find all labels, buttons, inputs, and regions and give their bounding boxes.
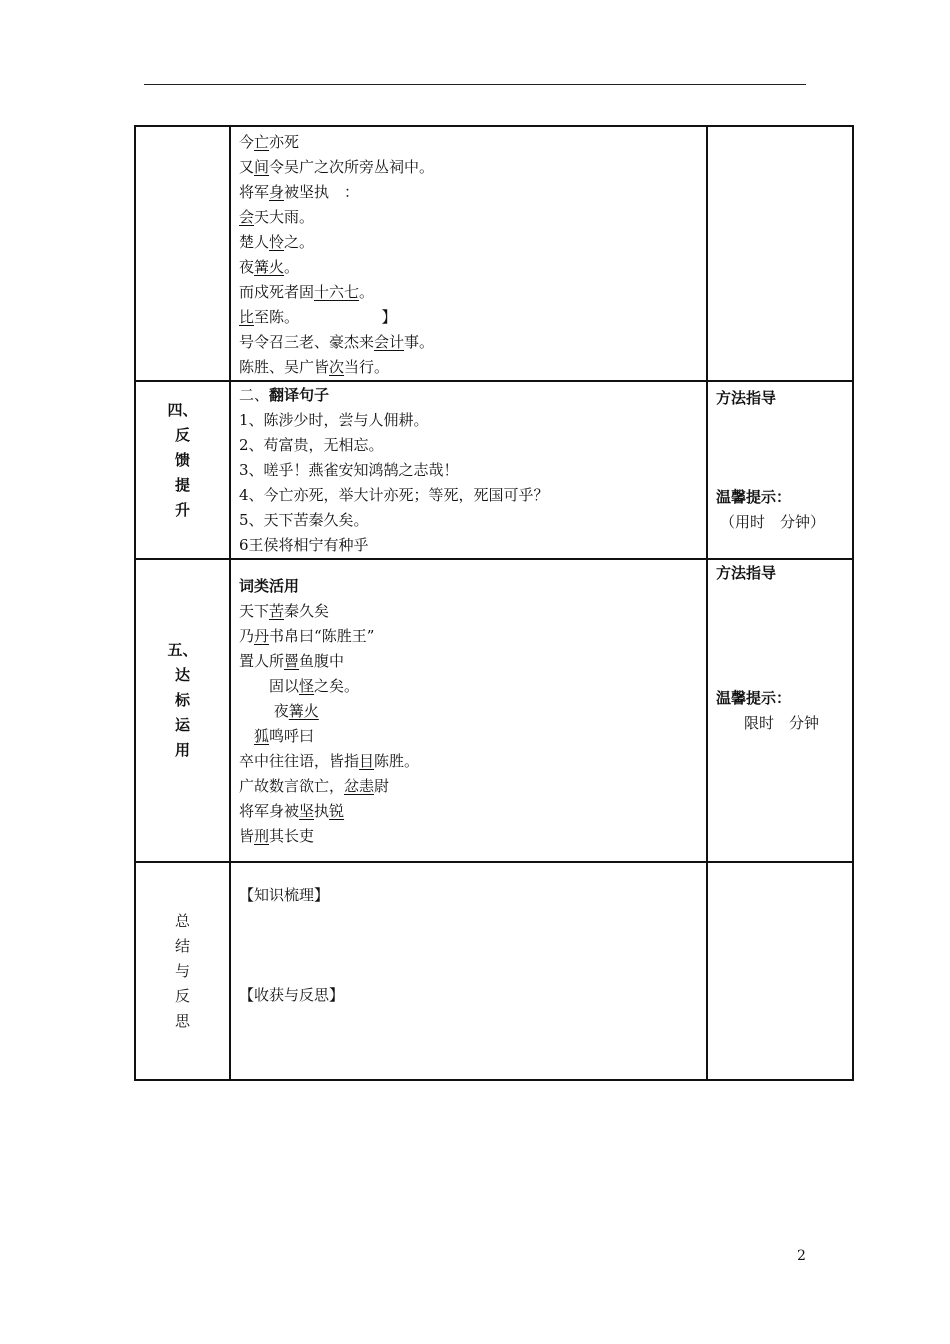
underlined-word: 苦 xyxy=(269,602,285,620)
side-char: 运 xyxy=(174,716,190,734)
text-line xyxy=(239,599,706,624)
text-segment: 鱼腹中 xyxy=(299,652,345,670)
text-segment: 6王侯将相宁有种乎 xyxy=(239,536,369,554)
text-line xyxy=(239,433,706,458)
knowledge-heading: 【知识梳理】 xyxy=(239,886,330,904)
text-segment: 1、陈涉少时，尝与人佣耕。 xyxy=(239,411,429,429)
underlined-word: 篝 xyxy=(254,258,270,276)
underlined-word: 忿恚 xyxy=(344,777,375,795)
text-segment: 书帛曰“陈胜王” xyxy=(269,627,375,645)
text-segment: 陈胜、吴广皆 xyxy=(239,358,330,376)
page-number: 2 xyxy=(797,1248,806,1264)
side-char: 四、 xyxy=(167,401,198,419)
row3-content-cell xyxy=(230,559,707,862)
text-line xyxy=(239,824,706,849)
text-segment: 2、苟富贵，无相忘。 xyxy=(239,436,384,454)
text-segment: 事。 xyxy=(404,333,435,351)
underlined-word: 目 xyxy=(359,752,375,770)
side-char: 提 xyxy=(174,476,190,494)
text-line xyxy=(239,699,706,724)
text-segment: 当行。 xyxy=(344,358,390,376)
text-segment: 秦久矣 xyxy=(284,602,330,620)
vocab-list xyxy=(231,127,706,380)
text-line xyxy=(239,330,706,355)
tip-label: 温馨提示： xyxy=(716,488,792,506)
row2-content-cell xyxy=(230,381,707,559)
tip-text: 限时 分钟 xyxy=(744,714,820,732)
text-segment: 将军身被 xyxy=(239,802,300,820)
text-segment: 天下 xyxy=(239,602,270,620)
text-segment: 将军 xyxy=(239,183,270,201)
word-usage-list xyxy=(231,560,706,849)
section-title-practice xyxy=(136,560,229,763)
text-line xyxy=(239,180,706,205)
text-segment: 天大雨。 xyxy=(254,208,315,226)
row1-side-cell xyxy=(135,126,230,381)
text-segment: 之。 xyxy=(284,233,315,251)
underlined-word: 刑 xyxy=(254,827,270,845)
underlined-word: 怪 xyxy=(299,677,315,695)
side-char: 思 xyxy=(174,1012,190,1030)
text-segment: 翻译句子 xyxy=(269,386,330,404)
tip-text: （用时 分钟） xyxy=(720,513,826,531)
text-segment: 夜 xyxy=(239,258,255,276)
table-row xyxy=(135,381,853,559)
row4-content-cell xyxy=(230,862,707,1080)
text-segment: 尉 xyxy=(374,777,390,795)
underlined-word: 篝火 xyxy=(288,702,319,720)
underlined-word: 丹 xyxy=(254,627,270,645)
underlined-word: 罾 xyxy=(284,652,300,670)
text-line xyxy=(239,205,706,230)
side-char: 反 xyxy=(174,426,190,444)
text-segment: 执 xyxy=(314,802,330,820)
row3-side-cell xyxy=(135,559,230,862)
text-line xyxy=(239,508,706,533)
row4-note-cell xyxy=(707,862,853,1080)
underlined-word: 锐 xyxy=(329,802,345,820)
underlined-word: 会 xyxy=(239,208,255,226)
text-segment xyxy=(239,727,254,745)
underlined-word: 间 xyxy=(254,158,270,176)
reflection-heading: 【收获与反思】 xyxy=(239,986,345,1004)
lesson-table xyxy=(134,125,854,1081)
text-segment: 又 xyxy=(239,158,255,176)
text-segment: 固以 xyxy=(239,677,300,695)
text-line xyxy=(239,483,706,508)
text-segment: 至陈。 】 xyxy=(254,308,397,326)
underlined-word: 火 xyxy=(269,258,285,276)
text-line xyxy=(239,458,706,483)
text-line xyxy=(239,774,706,799)
side-char: 升 xyxy=(174,501,190,519)
side-char: 标 xyxy=(174,691,190,709)
underlined-word: 比 xyxy=(239,308,255,326)
text-segment: 二、 xyxy=(239,386,270,404)
side-char: 用 xyxy=(174,741,190,759)
text-line xyxy=(239,280,706,305)
row2-note-cell xyxy=(707,381,853,559)
tip-label: 温馨提示： xyxy=(716,689,792,707)
text-segment: 号令召三老、豪杰来 xyxy=(239,333,375,351)
text-segment: 。 xyxy=(359,283,375,301)
text-line xyxy=(239,155,706,180)
table-row xyxy=(135,862,853,1080)
text-segment: 词类活用 xyxy=(239,577,300,595)
text-segment: 夜 xyxy=(239,702,289,720)
text-segment: 其长吏 xyxy=(269,827,315,845)
table-row xyxy=(135,559,853,862)
text-line xyxy=(239,230,706,255)
text-line xyxy=(239,749,706,774)
text-line xyxy=(239,408,706,433)
text-line xyxy=(239,305,706,330)
text-line xyxy=(239,649,706,674)
table-row xyxy=(135,126,853,381)
side-char: 与 xyxy=(174,962,190,980)
text-line xyxy=(239,624,706,649)
text-line xyxy=(239,533,706,558)
text-segment: 。 xyxy=(284,258,300,276)
text-segment: 亦死 xyxy=(269,133,300,151)
text-segment: 3、嗟乎！燕雀安知鸿鹄之志哉！ xyxy=(239,461,459,479)
side-char: 五、 xyxy=(167,641,198,659)
text-segment: 被坚执 ： xyxy=(284,183,360,201)
row2-side-cell xyxy=(135,381,230,559)
text-segment: 陈胜。 xyxy=(374,752,420,770)
side-char: 反 xyxy=(174,987,190,1005)
text-segment: 4、今亡亦死，举大计亦死；等死，死国可乎？ xyxy=(239,486,549,504)
underlined-word: 狐 xyxy=(254,727,270,745)
row1-content-cell xyxy=(230,126,707,381)
row3-note-cell xyxy=(707,559,853,862)
underlined-word: 会计 xyxy=(374,333,405,351)
underlined-word: 坚 xyxy=(299,802,315,820)
text-segment: 今 xyxy=(239,133,255,151)
underlined-word: 怜 xyxy=(269,233,285,251)
text-line xyxy=(239,574,706,599)
text-segment: 乃 xyxy=(239,627,255,645)
method-guide-label: 方法指导 xyxy=(716,564,777,582)
row1-note-cell xyxy=(707,126,853,381)
side-char: 结 xyxy=(174,937,190,955)
row4-side-cell xyxy=(135,862,230,1080)
section-title-feedback xyxy=(136,382,229,523)
text-segment: 卒中往往语，皆指 xyxy=(239,752,360,770)
text-segment: 而戍死者固 xyxy=(239,283,315,301)
underlined-word: 亡 xyxy=(254,133,270,151)
text-line xyxy=(239,355,706,380)
underlined-word: 十六七 xyxy=(314,283,360,301)
text-segment: 之矣。 xyxy=(314,677,360,695)
text-line xyxy=(239,130,706,155)
side-char: 达 xyxy=(174,666,190,684)
text-segment: 置人所 xyxy=(239,652,285,670)
text-segment: 令吴广之次所旁丛祠中。 xyxy=(269,158,435,176)
translation-list xyxy=(231,382,706,558)
side-char: 总 xyxy=(174,912,190,930)
text-line xyxy=(239,674,706,699)
text-segment: 皆 xyxy=(239,827,255,845)
text-line xyxy=(239,799,706,824)
text-segment: 5、天下苦秦久矣。 xyxy=(239,511,369,529)
header-rule xyxy=(144,84,806,85)
section-title-summary xyxy=(136,863,229,1034)
text-line xyxy=(239,255,706,280)
side-char: 馈 xyxy=(174,451,190,469)
text-segment: 广故数言欲亡， xyxy=(239,777,345,795)
underlined-word: 身 xyxy=(269,183,285,201)
method-guide-label: 方法指导 xyxy=(716,389,777,407)
text-line xyxy=(239,724,706,749)
underlined-word: 次 xyxy=(329,358,345,376)
text-segment: 鸣呼曰 xyxy=(269,727,315,745)
text-segment: 楚人 xyxy=(239,233,270,251)
text-line xyxy=(239,383,706,408)
